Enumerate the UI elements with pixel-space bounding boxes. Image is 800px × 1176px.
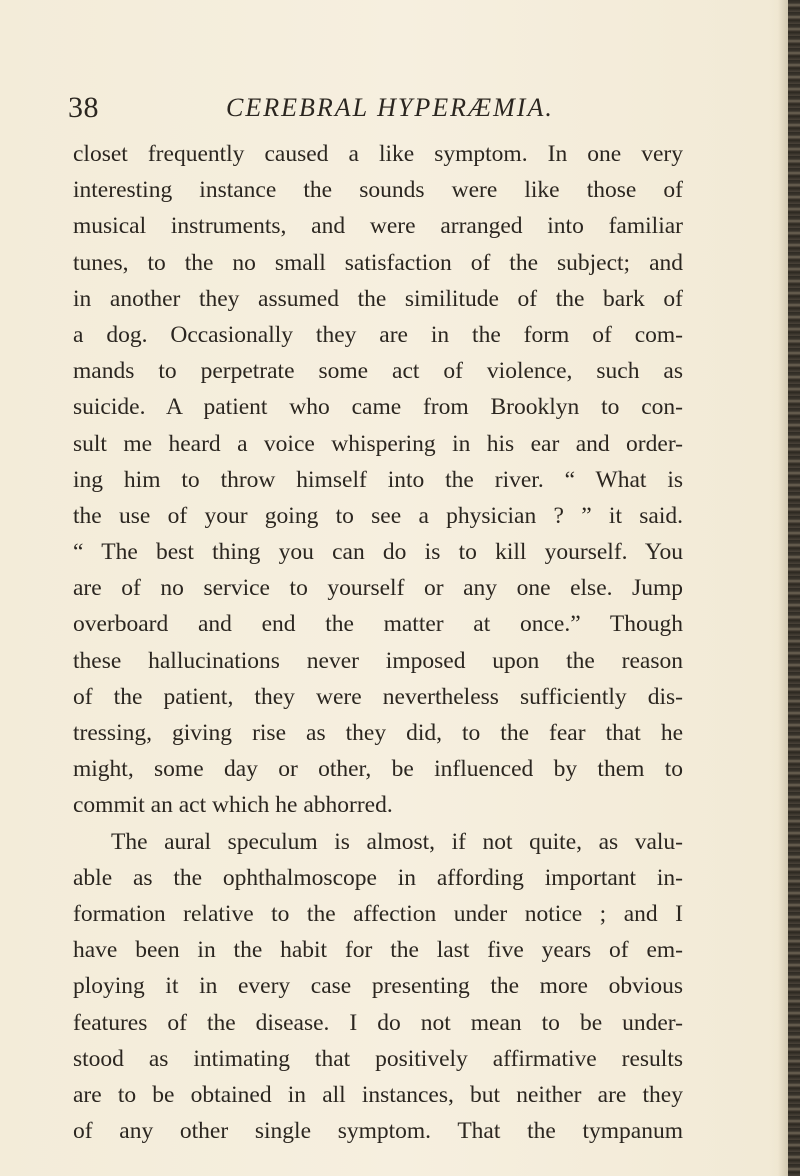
paragraph-end-line: commit an act which he abhorred. — [73, 792, 393, 819]
gutter-shadow — [778, 0, 788, 1176]
text-line: closet frequently caused a like symptom. In one very — [73, 141, 683, 167]
binding-edge — [788, 0, 800, 1176]
text-line: are to be obtained in all instances, but neither are they — [73, 1081, 683, 1108]
text-line: of the patient, they were nevertheless sufficiently dis- — [73, 683, 683, 710]
running-head: CEREBRAL HYPERÆMIA. — [226, 93, 554, 122]
text-line: might, some day or other, be influenced by them to — [73, 756, 683, 783]
page-number: 38 — [68, 91, 99, 124]
text-line: are of no service to yourself or any one else. Jump — [73, 575, 683, 602]
text-line: “ The best thing you can do is to kill yourself. You — [73, 539, 683, 566]
text-line: tressing, giving rise as they did, to the fear that he — [73, 720, 683, 746]
text-line: these hallucinations never imposed upon the reason — [73, 647, 683, 674]
text-line: formation relative to the affection under notice ; and I — [73, 900, 683, 927]
text-line: mands to perpetrate some act of violence, such as — [73, 358, 683, 385]
text-line: musical instruments, and were arranged into familiar — [73, 213, 683, 240]
text-line: features of the disease. I do not mean to be under- — [73, 1009, 683, 1036]
page-header — [68, 88, 708, 128]
text-line: interesting instance the sounds were like those of — [73, 177, 683, 204]
text-line: a dog. Occasionally they are in the form of com- — [73, 321, 683, 348]
body-text — [73, 136, 683, 1149]
text-line: in another they assumed the similitude of the bark of — [73, 285, 683, 312]
text-line: have been in the habit for the last five years of em- — [73, 937, 683, 964]
text-line: tunes, to the no small satisfaction of the subject; and — [73, 249, 683, 276]
text-line: sult me heard a voice whispering in his ear and order- — [73, 430, 683, 457]
text-line: suicide. A patient who came from Brooklyn to con- — [73, 394, 683, 421]
text-line: of any other single symptom. That the tympanum — [73, 1118, 683, 1145]
text-line: stood as intimating that positively affirmative results — [73, 1045, 683, 1072]
paragraph-start-line: The aural speculum is almost, if not quite, as valu- — [111, 828, 683, 855]
text-line: ing him to throw himself into the river. “ What is — [73, 466, 683, 493]
text-line: ploying it in every case presenting the more obvious — [73, 973, 683, 1000]
text-line: able as the ophthalmoscope in affording important in- — [73, 864, 683, 891]
text-line: the use of your going to see a physician ? ” it said. — [73, 502, 683, 529]
text-line: overboard and end the matter at once.” Though — [73, 611, 683, 638]
